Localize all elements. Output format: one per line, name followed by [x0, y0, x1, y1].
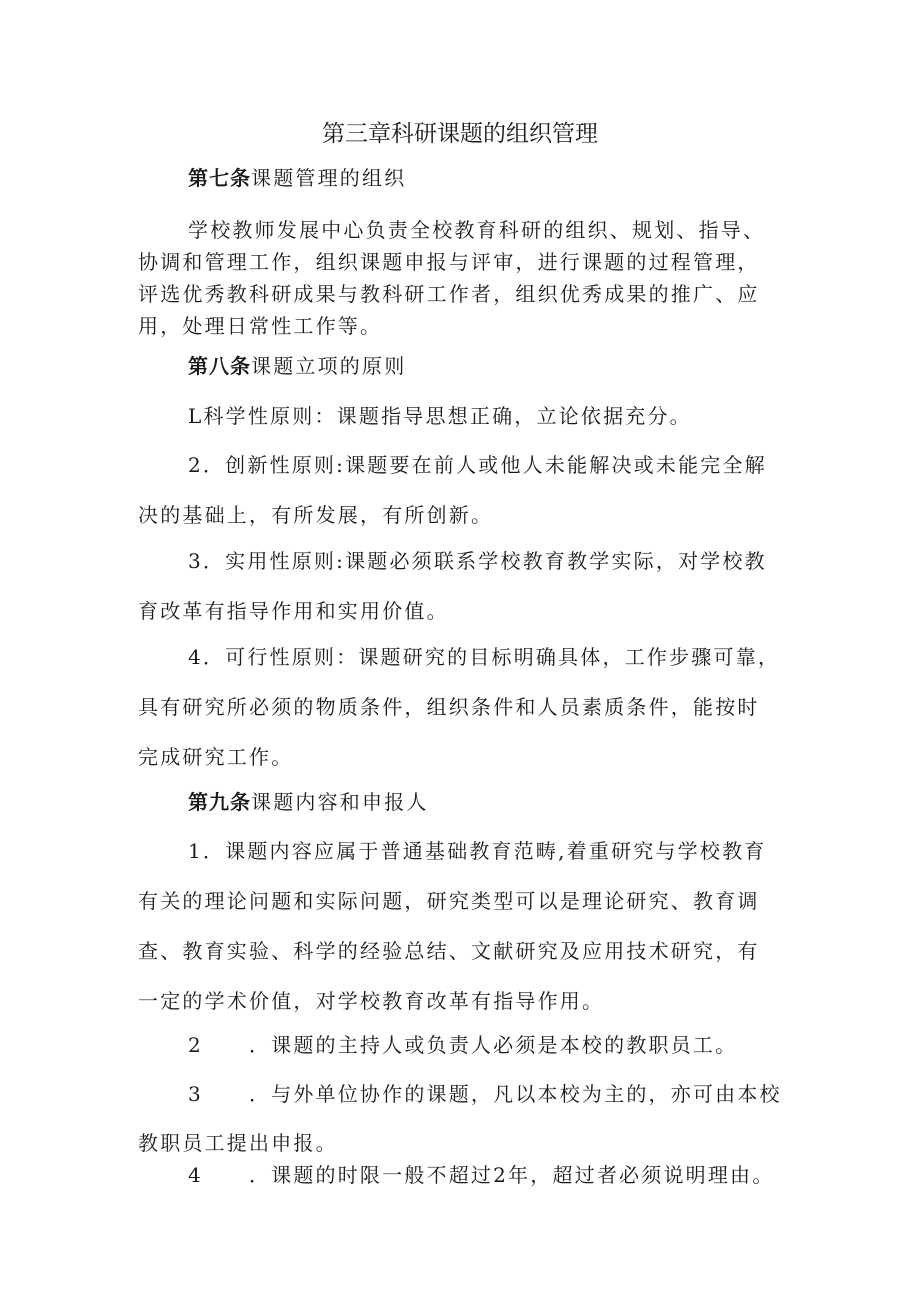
paragraph-line: 4．可行性原则：课题研究的目标明确具体，工作步骤可靠， [188, 645, 781, 669]
article-9-title: 课题内容和申报人 [251, 790, 429, 814]
paragraph-line: 有关的理论问题和实际问题，研究类型可以是理论研究、教育调 [138, 889, 760, 913]
paragraph-line: 协调和管理工作，组织课题申报与评审，进行课题的过程管理， [138, 250, 760, 274]
article-7-heading [138, 163, 798, 193]
paragraph-line: 决的基础上，有所发展，有所创新。 [138, 503, 494, 527]
paragraph-line: 1．课题内容应属于普通基础教育范畴,着重研究与学校教育 [188, 839, 767, 863]
article-9-heading [138, 787, 798, 817]
article-8-number: 第八条 [188, 354, 251, 378]
article-9-item-1 [138, 836, 798, 1016]
article-7-title: 课题管理的组织 [251, 166, 407, 190]
article-8-title: 课题立项的原则 [251, 354, 407, 378]
paragraph-line: 2．创新性原则:课题要在前人或他人未能解决或未能完全解 [188, 453, 767, 477]
paragraph-line: 育改革有指导作用和实用价值。 [138, 599, 449, 623]
item-text: ．与外单位协作的课题，凡以本校为主的，亦可由本校 [248, 1082, 782, 1106]
article-9-item-4 [138, 1160, 798, 1190]
article-9-item-3 [138, 1079, 798, 1158]
item-number: 4 [188, 1163, 203, 1187]
article-7-paragraph [138, 215, 798, 341]
paragraph-line: 评选优秀教科研成果与教科研工作者，组织优秀成果的推广、应 [138, 282, 760, 306]
paragraph-line: 教职员工提出申报。 [138, 1131, 338, 1155]
article-8-item-4 [138, 642, 798, 772]
item-number: 2 [188, 1033, 203, 1057]
paragraph-line: 3．实用性原则:课题必须联系学校教育教学实际，对学校教 [188, 549, 767, 573]
paragraph-line: 用，处理日常性工作等。 [138, 314, 383, 338]
article-8-item-1 [138, 401, 798, 431]
article-9-number: 第九条 [188, 790, 251, 814]
article-8-item-2 [138, 450, 798, 530]
paragraph-line: 具有研究所必须的物质条件，组织条件和人员素质条件，能按时 [138, 695, 760, 719]
paragraph-line: 查、教育实验、科学的经验总结、文献研究及应用技术研究，有 [138, 939, 760, 963]
paragraph-line: L科学性原则：课题指导思想正确，立论依据充分。 [188, 404, 692, 428]
paragraph-line: 学校教师发展中心负责全校教育科研的组织、规划、指导、 [188, 218, 766, 242]
article-7-number: 第七条 [188, 166, 251, 190]
article-9-item-2 [138, 1030, 798, 1060]
chapter-title: 第三章科研课题的组织管理 [322, 121, 598, 147]
item-text: ．课题的时限一般不超过2年，超过者必须说明理由。 [248, 1163, 775, 1187]
article-8-item-3 [138, 546, 798, 626]
paragraph-line: 一定的学术价值，对学校教育改革有指导作用。 [138, 989, 605, 1013]
item-number: 3 [188, 1082, 203, 1106]
item-text: ．课题的主持人或负责人必须是本校的教职员工。 [248, 1033, 738, 1057]
paragraph-line: 完成研究工作。 [138, 745, 294, 769]
article-8-heading [138, 351, 798, 381]
